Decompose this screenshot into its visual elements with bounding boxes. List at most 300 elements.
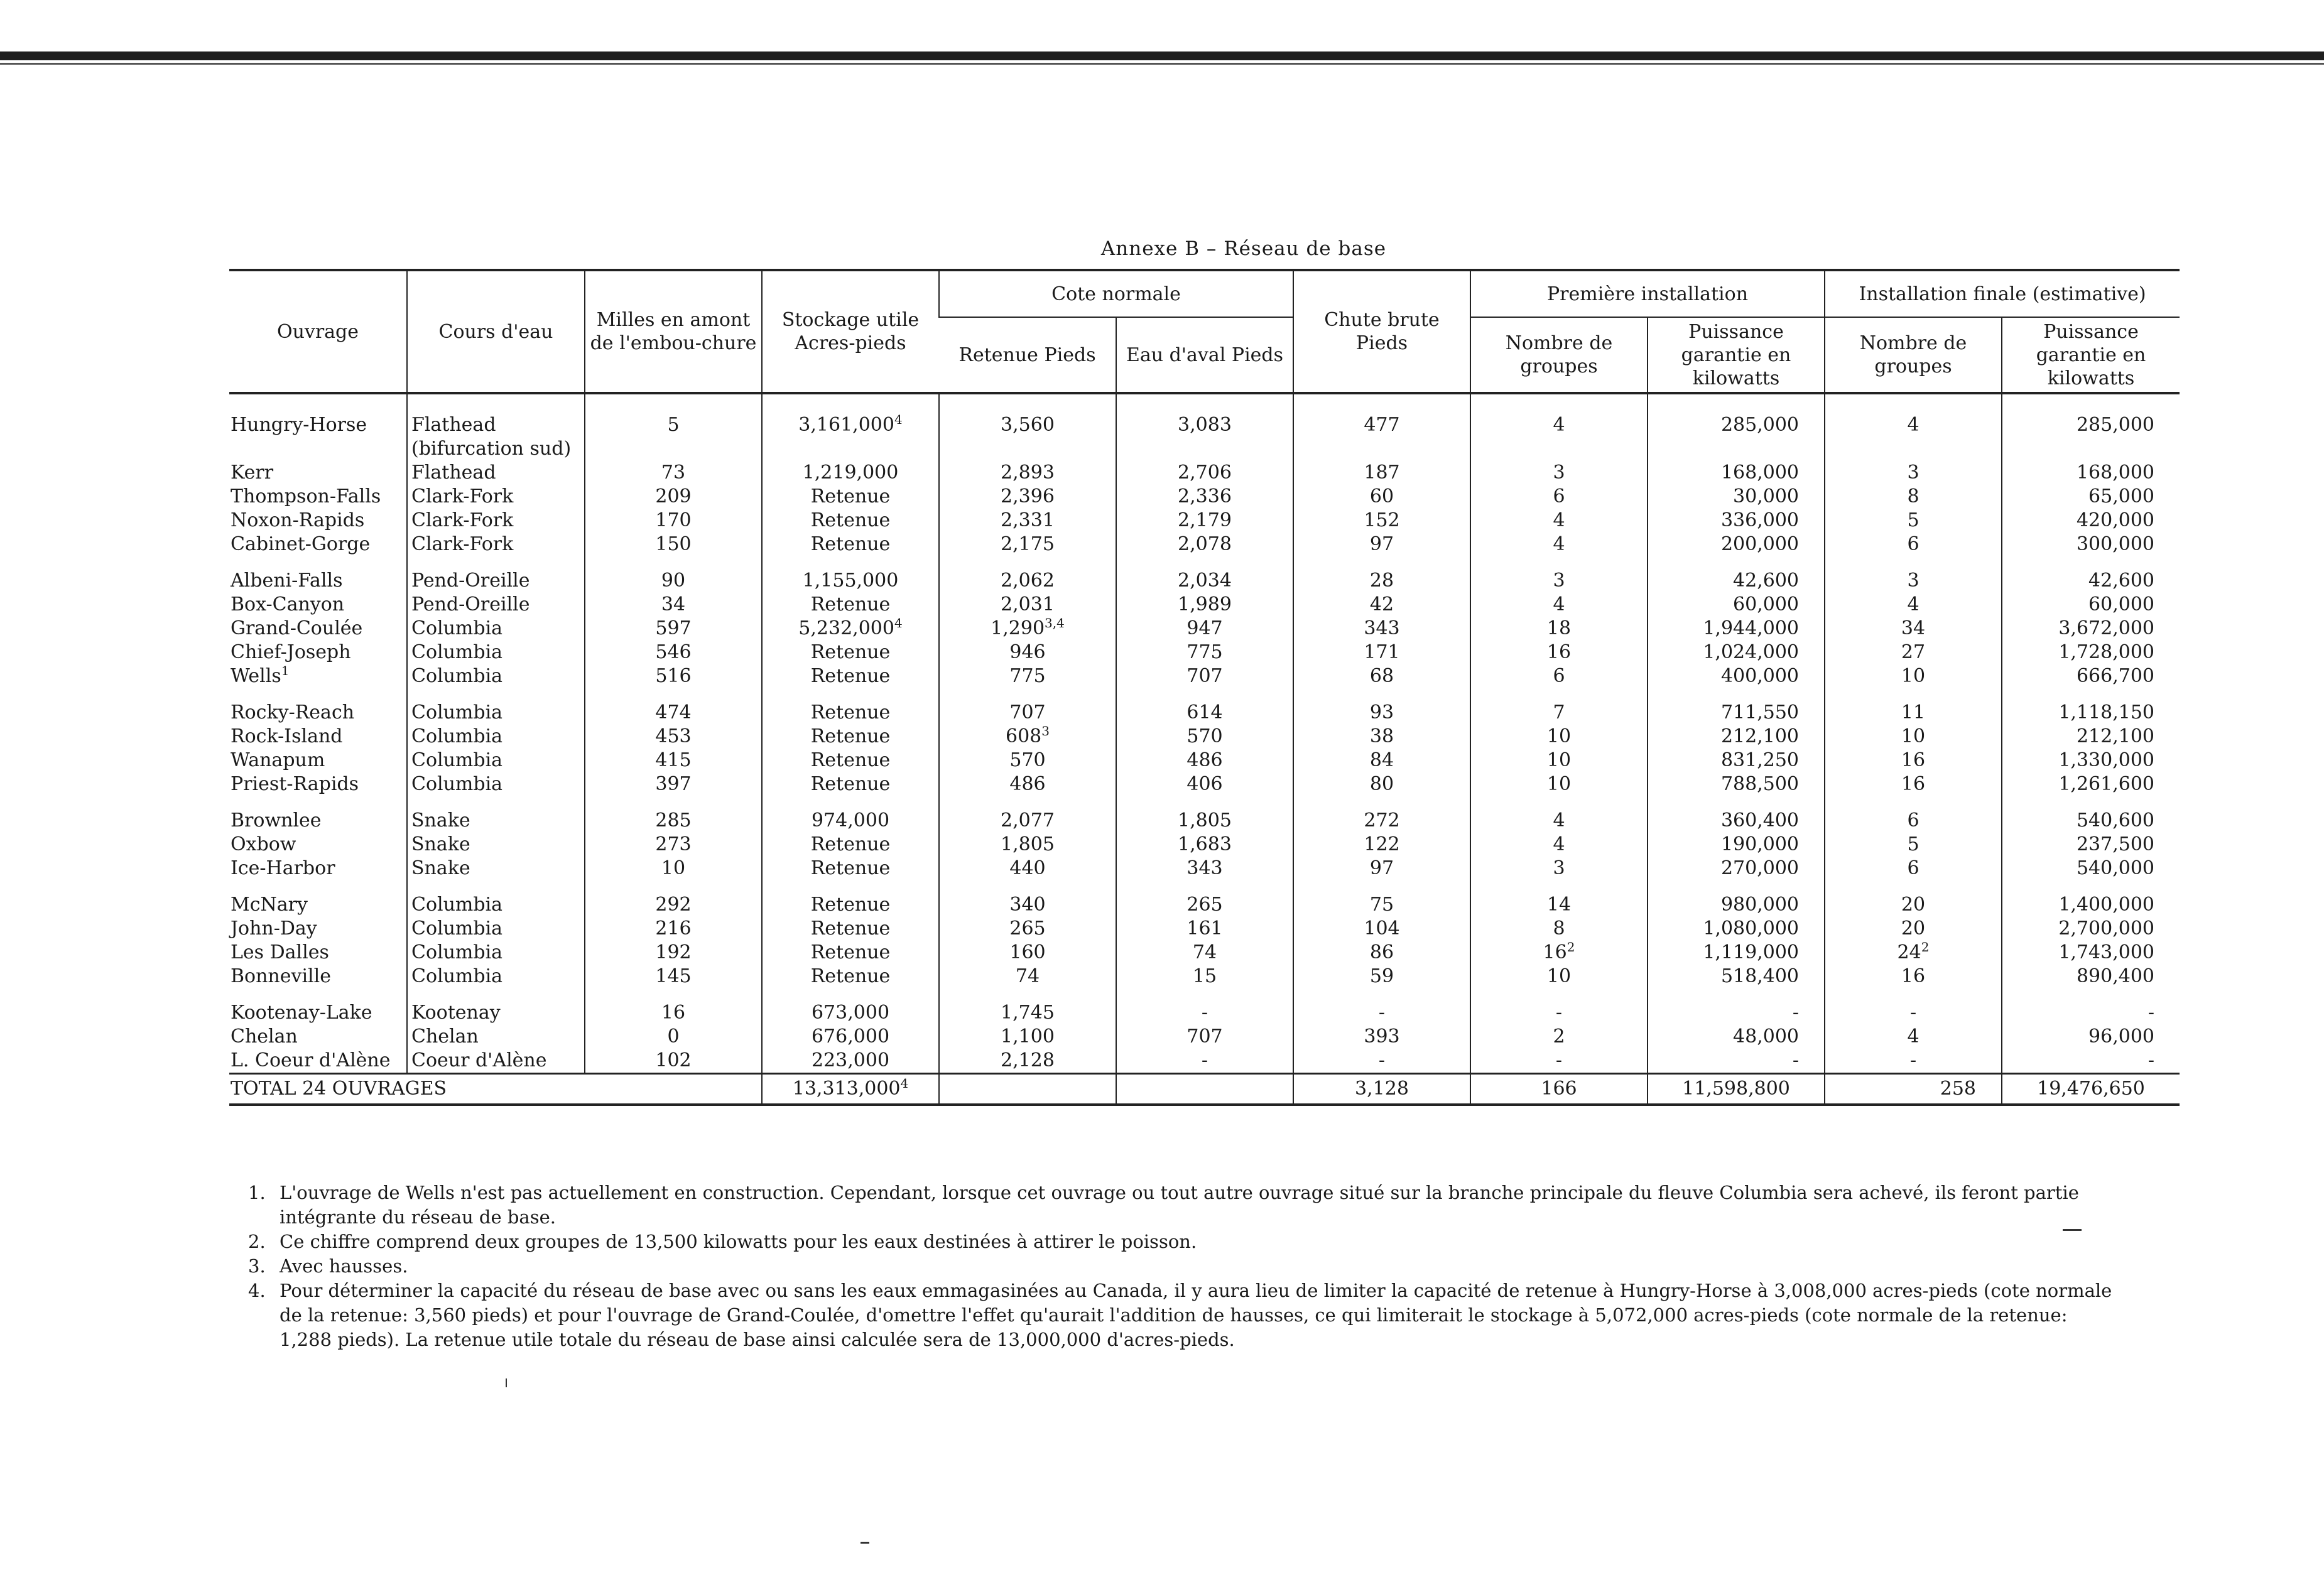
- puissance-1-value: 60,000: [1733, 593, 1800, 615]
- stockage-cell: [762, 533, 939, 556]
- footnote-ref: 3: [1041, 723, 1050, 739]
- cours-cell: [407, 917, 585, 941]
- aval-value: 2,179: [1178, 509, 1232, 531]
- ouvrage-value: Oxbow: [231, 833, 296, 855]
- retenue-value: 3,560: [1001, 414, 1055, 436]
- puissance-1-value: 42,600: [1733, 570, 1800, 592]
- puissance-2-cell: [2002, 393, 2180, 437]
- stockage-cell: [762, 857, 939, 880]
- spacer-cell: [1648, 556, 1825, 569]
- nombre-groupes-2-cell: [1825, 569, 2002, 593]
- cours-value: (bifurcation sud): [411, 438, 572, 460]
- puissance-2-cell: [2002, 461, 2180, 485]
- puissance-1-value: 168,000: [1720, 462, 1800, 484]
- table-row: [229, 617, 2180, 641]
- ouvrage-cell: [229, 809, 407, 833]
- spacer-cell: [1470, 796, 1648, 809]
- ouvrage-cell: [229, 941, 407, 965]
- cours-cell: [407, 772, 585, 796]
- aval-value: 406: [1186, 773, 1223, 795]
- puissance-1-value: 1,024,000: [1703, 641, 1800, 663]
- puissance-1-value: 30,000: [1733, 485, 1800, 507]
- nombre-groupes-1-value: 4: [1553, 509, 1565, 531]
- spacer-cell: [229, 880, 407, 893]
- cours-value: Snake: [411, 833, 470, 855]
- total-chute: 3,128: [1293, 1074, 1470, 1105]
- ouvrage-cell: [229, 893, 407, 917]
- group-spacer: [229, 796, 2180, 809]
- retenue-cell: [939, 833, 1116, 857]
- nombre-groupes-2-cell: [1825, 509, 2002, 533]
- stockage-cell: [762, 641, 939, 664]
- stockage-cell: [762, 593, 939, 617]
- nombre-groupes-2-cell: [1825, 533, 2002, 556]
- retenue-value: 2,077: [1001, 810, 1055, 831]
- aval-cell: [1116, 664, 1293, 688]
- nombre-groupes-1-value: 10: [1546, 749, 1572, 771]
- ouvrage-cell: [229, 857, 407, 880]
- milles-cell: [585, 509, 762, 533]
- retenue-cell: [939, 393, 1116, 437]
- puissance-2-cell: [2002, 437, 2180, 461]
- stockage-value: Retenue: [810, 749, 891, 771]
- nombre-groupes-2-value: -: [1909, 1002, 1917, 1024]
- aval-value: 15: [1192, 965, 1217, 987]
- retenue-cell: [939, 437, 1116, 461]
- nombre-groupes-1-value: 10: [1546, 773, 1572, 795]
- stockage-cell: [762, 833, 939, 857]
- stockage-value: Retenue: [810, 773, 891, 795]
- cours-value: Columbia: [411, 749, 503, 771]
- group-spacer: [229, 688, 2180, 701]
- ouvrage-value: Chief-Joseph: [231, 641, 351, 663]
- footnote-ref: 1: [281, 663, 290, 678]
- footnote-ref: 4: [894, 412, 903, 427]
- spacer-cell: [1116, 688, 1293, 701]
- nombre-groupes-2-cell: [1825, 941, 2002, 965]
- aval-cell: [1116, 857, 1293, 880]
- top-border-rule-thin: [0, 63, 2324, 65]
- stockage-cell: [762, 809, 939, 833]
- footnote-number: 3.: [248, 1255, 266, 1277]
- spacer-cell: [407, 988, 585, 1001]
- cours-value: Columbia: [411, 617, 503, 639]
- cours-value: Snake: [411, 857, 470, 879]
- chute-value: 104: [1364, 918, 1400, 939]
- milles-cell: [585, 893, 762, 917]
- aval-value: 1,683: [1178, 833, 1232, 855]
- retenue-cell: [939, 533, 1116, 556]
- retenue-cell: [939, 749, 1116, 772]
- milles-value: 16: [661, 1002, 686, 1024]
- milles-value: 597: [655, 617, 692, 639]
- chute-value: 97: [1369, 533, 1394, 555]
- chute-value: 84: [1369, 749, 1394, 771]
- retenue-value: 440: [1009, 857, 1046, 879]
- puissance-1-cell: [1648, 1025, 1825, 1049]
- stockage-value: 974,000: [811, 810, 890, 831]
- spacer-cell: [1470, 988, 1648, 1001]
- ouvrage-value: Les Dalles: [231, 941, 329, 963]
- cours-value: Columbia: [411, 665, 503, 687]
- puissance-2-value: 42,600: [2088, 570, 2155, 592]
- puissance-2-cell: [2002, 1001, 2180, 1025]
- stockage-value: Retenue: [810, 894, 891, 916]
- milles-value: 73: [661, 462, 686, 484]
- puissance-2-cell: [2002, 917, 2180, 941]
- spacer-cell: [939, 688, 1116, 701]
- nombre-groupes-1-value: -: [1555, 1049, 1563, 1071]
- puissance-1-value: 400,000: [1720, 665, 1800, 687]
- aval-value: 1,989: [1178, 593, 1232, 615]
- nombre-groupes-2-cell: [1825, 725, 2002, 749]
- stockage-value: Retenue: [810, 833, 891, 855]
- puissance-1-cell: [1648, 772, 1825, 796]
- puissance-2-value: 1,400,000: [2058, 894, 2155, 916]
- nombre-groupes-2-cell: [1825, 393, 2002, 437]
- chute-value: 152: [1364, 509, 1400, 531]
- ouvrage-cell: [229, 393, 407, 437]
- puissance-1-cell: [1648, 725, 1825, 749]
- table-row: [229, 641, 2180, 664]
- nombre-groupes-1-value: 4: [1553, 593, 1565, 615]
- puissance-2-value: 1,118,150: [2058, 701, 2155, 723]
- chute-value: 42: [1369, 593, 1394, 615]
- milles-value: 90: [661, 570, 686, 592]
- puissance-2-value: 60,000: [2088, 593, 2155, 615]
- puissance-2-cell: [2002, 1049, 2180, 1074]
- cours-cell: [407, 965, 585, 988]
- retenue-value: 608: [1006, 725, 1042, 747]
- header-milles: Milles en amont de l'embou-chure: [585, 270, 762, 393]
- retenue-value: 2,893: [1001, 462, 1055, 484]
- puissance-2-value: -: [2148, 1049, 2155, 1071]
- spacer-cell: [229, 556, 407, 569]
- stockage-value: Retenue: [810, 593, 891, 615]
- nombre-groupes-1-cell: [1470, 664, 1648, 688]
- ouvrage-value: Noxon-Rapids: [231, 509, 365, 531]
- cours-value: Columbia: [411, 965, 503, 987]
- puissance-1-value: 48,000: [1733, 1026, 1800, 1048]
- spacer-cell: [1116, 556, 1293, 569]
- spacer-cell: [762, 988, 939, 1001]
- ouvrage-cell: [229, 725, 407, 749]
- milles-value: 5: [667, 414, 680, 436]
- nombre-groupes-2-cell: [1825, 1001, 2002, 1025]
- spacer-cell: [1293, 880, 1470, 893]
- puissance-2-cell: [2002, 509, 2180, 533]
- nombre-groupes-1-cell: [1470, 437, 1648, 461]
- spacer-cell: [1116, 880, 1293, 893]
- chute-cell: [1293, 941, 1470, 965]
- retenue-value: 2,396: [1001, 485, 1055, 507]
- ouvrage-value: Rocky-Reach: [231, 701, 355, 723]
- footnotes: [248, 1181, 2120, 1352]
- puissance-1-cell: [1648, 485, 1825, 509]
- footnote-text: L'ouvrage de Wells n'est pas actuellement en construction. Cependant, lorsque cet ouvrage ou tout autre ouvrage situé sur la branche principale du fleuve Columbia sera achevé, ils feront partie intégrante du réseau de base.: [280, 1182, 2079, 1228]
- cours-cell: [407, 809, 585, 833]
- header-ouvrage: Ouvrage: [229, 270, 407, 393]
- nombre-groupes-1-value: 2: [1553, 1026, 1565, 1048]
- nombre-groupes-2-value: 5: [1907, 509, 1919, 531]
- puissance-1-value: 360,400: [1720, 810, 1800, 831]
- stockage-cell: [762, 965, 939, 988]
- nombre-groupes-2-value: 34: [1901, 617, 1926, 639]
- spacer-cell: [1648, 688, 1825, 701]
- spacer-cell: [939, 988, 1116, 1001]
- nombre-groupes-1-cell: [1470, 833, 1648, 857]
- ouvrage-value: John-Day: [231, 918, 317, 939]
- chute-cell: [1293, 641, 1470, 664]
- nombre-groupes-2-value: -: [1909, 1049, 1917, 1071]
- spacer-cell: [762, 556, 939, 569]
- table-row: [229, 509, 2180, 533]
- aval-cell: [1116, 833, 1293, 857]
- aval-value: 343: [1186, 857, 1223, 879]
- spacer-cell: [2002, 796, 2180, 809]
- puissance-1-cell: [1648, 664, 1825, 688]
- aval-cell: [1116, 1025, 1293, 1049]
- milles-cell: [585, 917, 762, 941]
- puissance-1-cell: [1648, 1001, 1825, 1025]
- spacer-cell: [1116, 796, 1293, 809]
- puissance-1-cell: [1648, 641, 1825, 664]
- cours-value: Columbia: [411, 941, 503, 963]
- milles-cell: [585, 965, 762, 988]
- stockage-cell: [762, 393, 939, 437]
- retenue-cell: [939, 617, 1116, 641]
- puissance-1-value: 788,500: [1720, 773, 1800, 795]
- footnote-text: Pour déterminer la capacité du réseau de base avec ou sans les eaux emmagasinées au Canada, il y aura lieu de limiter la capacité de retenue à Hungry-Horse à 3,008,000 acres-pieds (cote normale de la retenue: 3,560 pieds) et pour l'ouvrage de Grand-Coulée, d'omettre l'effet qu'aurait l'addition de hausses, ce qui limiterait le stockage à 5,072,000 acres-pieds (cote normale de la retenue: 1,288 pieds). La retenue utile totale du réseau de base ainsi calculée sera de 13,000,000 d'acres-pieds.: [280, 1280, 2112, 1350]
- milles-cell: [585, 1001, 762, 1025]
- aval-cell: [1116, 641, 1293, 664]
- milles-cell: [585, 437, 762, 461]
- aval-cell: [1116, 965, 1293, 988]
- milles-value: 474: [655, 701, 692, 723]
- stockage-cell: [762, 437, 939, 461]
- aval-value: 2,034: [1178, 570, 1232, 592]
- table-row: [229, 664, 2180, 688]
- stockage-cell: [762, 485, 939, 509]
- stockage-cell: [762, 1049, 939, 1074]
- spacer-cell: [1648, 988, 1825, 1001]
- retenue-value: 570: [1009, 749, 1046, 771]
- page-title: Annexe B – Réseau de base: [1100, 237, 1387, 260]
- ouvrage-value: Kerr: [231, 462, 274, 484]
- retenue-value: 2,175: [1001, 533, 1055, 555]
- cours-cell: [407, 393, 585, 437]
- retenue-cell: [939, 917, 1116, 941]
- nombre-groupes-2-value: 16: [1901, 749, 1926, 771]
- spacer-cell: [1825, 796, 2002, 809]
- puissance-1-cell: [1648, 857, 1825, 880]
- chute-value: 477: [1364, 414, 1400, 436]
- chute-cell: [1293, 701, 1470, 725]
- chute-cell: [1293, 809, 1470, 833]
- puissance-1-value: 190,000: [1720, 833, 1800, 855]
- stockage-value: 223,000: [811, 1049, 890, 1071]
- milles-value: 516: [655, 665, 692, 687]
- stockage-cell: [762, 725, 939, 749]
- nombre-groupes-2-cell: [1825, 857, 2002, 880]
- table-row: [229, 857, 2180, 880]
- nombre-groupes-1-cell: [1470, 569, 1648, 593]
- cours-cell: [407, 1001, 585, 1025]
- retenue-cell: [939, 664, 1116, 688]
- ouvrage-cell: [229, 1049, 407, 1074]
- milles-cell: [585, 617, 762, 641]
- puissance-1-cell: [1648, 437, 1825, 461]
- chute-cell: [1293, 917, 1470, 941]
- puissance-2-value: 96,000: [2088, 1026, 2155, 1048]
- ouvrage-value: Cabinet-Gorge: [231, 533, 371, 555]
- puissance-2-cell: [2002, 593, 2180, 617]
- spacer-cell: [2002, 988, 2180, 1001]
- stockage-value: 1,219,000: [802, 462, 899, 484]
- nombre-groupes-1-value: 3: [1553, 462, 1565, 484]
- spacer-cell: [1825, 688, 2002, 701]
- puissance-2-cell: [2002, 1025, 2180, 1049]
- footnote-text: Avec hausses.: [280, 1255, 408, 1277]
- cours-cell: [407, 833, 585, 857]
- spacer-cell: [939, 556, 1116, 569]
- aval-value: -: [1201, 1002, 1208, 1024]
- retenue-value: 1,100: [1001, 1026, 1055, 1048]
- puissance-2-cell: [2002, 569, 2180, 593]
- puissance-2-value: 1,330,000: [2058, 749, 2155, 771]
- retenue-value: 2,128: [1001, 1049, 1055, 1071]
- cours-cell: [407, 857, 585, 880]
- milles-value: 397: [655, 773, 692, 795]
- stockage-cell: [762, 569, 939, 593]
- stockage-cell: [762, 941, 939, 965]
- milles-value: 209: [655, 485, 692, 507]
- aval-value: 775: [1186, 641, 1223, 663]
- nombre-groupes-1-cell: [1470, 857, 1648, 880]
- total-nombre-2: 258: [1825, 1074, 2002, 1105]
- puissance-2-cell: [2002, 664, 2180, 688]
- aval-cell: [1116, 941, 1293, 965]
- milles-value: 273: [655, 833, 692, 855]
- puissance-1-cell: [1648, 593, 1825, 617]
- aval-value: 3,083: [1178, 414, 1232, 436]
- nombre-groupes-1-cell: [1470, 965, 1648, 988]
- nombre-groupes-2-cell: [1825, 893, 2002, 917]
- nombre-groupes-2-value: 27: [1901, 641, 1926, 663]
- nombre-groupes-1-cell: [1470, 461, 1648, 485]
- ouvrage-value: Rock-Island: [231, 725, 343, 747]
- milles-cell: [585, 569, 762, 593]
- footnote-item: [248, 1279, 2120, 1352]
- milles-cell: [585, 725, 762, 749]
- puissance-1-value: 518,400: [1720, 965, 1800, 987]
- cours-cell: [407, 509, 585, 533]
- nombre-groupes-1-cell: [1470, 1025, 1648, 1049]
- nombre-groupes-2-value: 4: [1907, 1026, 1919, 1048]
- puissance-2-cell: [2002, 485, 2180, 509]
- puissance-1-value: 1,944,000: [1703, 617, 1800, 639]
- ouvrage-cell: [229, 485, 407, 509]
- nombre-groupes-2-cell: [1825, 1049, 2002, 1074]
- nombre-groupes-1-cell: [1470, 641, 1648, 664]
- puissance-1-cell: [1648, 941, 1825, 965]
- milles-value: 10: [661, 857, 686, 879]
- nombre-groupes-2-value: 3: [1907, 570, 1919, 592]
- puissance-2-value: 890,400: [2076, 965, 2155, 987]
- total-label: TOTAL 24 OUVRAGES: [229, 1074, 762, 1105]
- spacer-cell: [1293, 988, 1470, 1001]
- header-installation-finale: Installation finale (estimative): [1825, 270, 2180, 317]
- spacer-cell: [585, 796, 762, 809]
- aval-value: 2,078: [1178, 533, 1232, 555]
- spacer-cell: [1648, 796, 1825, 809]
- retenue-value: 1,290: [991, 617, 1045, 639]
- chute-value: 86: [1369, 941, 1394, 963]
- milles-cell: [585, 533, 762, 556]
- milles-value: 102: [655, 1049, 692, 1071]
- retenue-value: 1,745: [1001, 1002, 1055, 1024]
- footnote-number: 4.: [248, 1280, 266, 1301]
- nombre-groupes-1-value: 7: [1553, 701, 1565, 723]
- aval-value: 486: [1186, 749, 1223, 771]
- stockage-value: Retenue: [810, 918, 891, 939]
- nombre-groupes-1-value: 6: [1553, 485, 1565, 507]
- chute-cell: [1293, 437, 1470, 461]
- nombre-groupes-1-value: 4: [1553, 833, 1565, 855]
- nombre-groupes-1-cell: [1470, 725, 1648, 749]
- spacer-cell: [2002, 556, 2180, 569]
- chute-value: 68: [1369, 665, 1394, 687]
- puissance-1-value: 1,119,000: [1703, 941, 1800, 963]
- footnote-item: [248, 1181, 2120, 1230]
- cours-cell: [407, 664, 585, 688]
- spacer-cell: [939, 880, 1116, 893]
- cours-value: Kootenay: [411, 1002, 501, 1024]
- ouvrage-cell: [229, 917, 407, 941]
- aval-value: 1,805: [1178, 810, 1232, 831]
- stockage-cell: [762, 772, 939, 796]
- aval-value: 707: [1186, 665, 1223, 687]
- ouvrage-cell: [229, 641, 407, 664]
- stockage-cell: [762, 509, 939, 533]
- milles-cell: [585, 941, 762, 965]
- aval-cell: [1116, 569, 1293, 593]
- aval-cell: [1116, 749, 1293, 772]
- spacer-cell: [407, 556, 585, 569]
- nombre-groupes-2-value: 3: [1907, 462, 1919, 484]
- spacer-cell: [2002, 880, 2180, 893]
- puissance-1-value: 200,000: [1720, 533, 1800, 555]
- chute-cell: [1293, 749, 1470, 772]
- ouvrage-value: McNary: [231, 894, 308, 916]
- spacer-cell: [1825, 880, 2002, 893]
- cours-value: Columbia: [411, 701, 503, 723]
- nombre-groupes-2-value: 5: [1907, 833, 1919, 855]
- stockage-value: 1,155,000: [802, 570, 899, 592]
- milles-value: 292: [655, 894, 692, 916]
- chute-cell: [1293, 1049, 1470, 1074]
- spacer-cell: [585, 988, 762, 1001]
- retenue-cell: [939, 809, 1116, 833]
- milles-value: 150: [655, 533, 692, 555]
- nombre-groupes-2-value: 11: [1901, 701, 1926, 723]
- puissance-2-value: 420,000: [2076, 509, 2155, 531]
- stockage-cell: [762, 701, 939, 725]
- puissance-1-value: 212,100: [1720, 725, 1800, 747]
- cours-cell: [407, 569, 585, 593]
- chute-cell: [1293, 664, 1470, 688]
- aval-cell: [1116, 485, 1293, 509]
